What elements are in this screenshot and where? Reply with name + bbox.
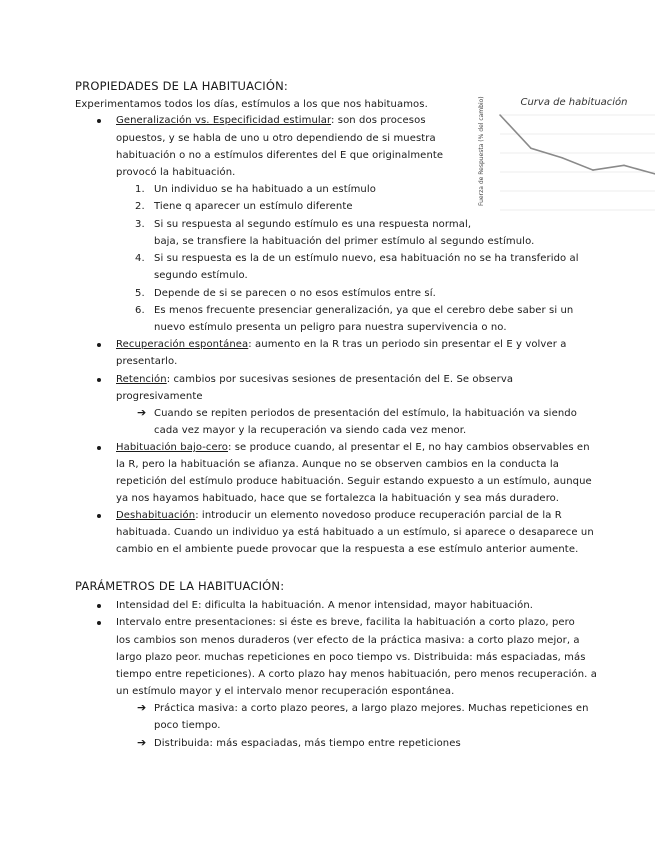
desh-line1: Deshabituación: introducir un elemento novedoso produce recuperación parcial de la R	[116, 510, 562, 521]
num-4-text2: segundo estímulo.	[154, 270, 248, 281]
bullet-dot	[97, 378, 101, 382]
recup-line2: presentarlo.	[116, 356, 178, 367]
recup-term: Recuperación espontánea	[116, 339, 249, 350]
arrow-icon: ➔	[137, 701, 147, 714]
desh-line2: habituada. Cuando un individuo ya está habituado a un estímulo, si aparece o desaparece un	[116, 527, 594, 538]
data-point	[592, 169, 594, 171]
bullet-dot	[97, 119, 101, 123]
section2-title: PARÁMETROS DE LA HABITUACIÓN:	[75, 579, 285, 593]
reten-term: Retención	[116, 374, 167, 385]
num-2: 2.	[135, 201, 145, 212]
bajo-line1: Habituación bajo-cero: se produce cuando, al presentar el E, no hay cambios observables en	[116, 442, 590, 453]
reten-sub-line1: Cuando se repiten periodos de presentación del estímulo, la habituación va siendo	[154, 408, 577, 419]
sub-distribuida: Distribuida: más espaciadas, más tiempo entre repeticiones	[154, 738, 461, 749]
gen-line1: Generalización vs. Especificidad estimular: son dos procesos	[116, 115, 426, 126]
chart-series	[499, 114, 655, 175]
sub-masiva-line1: Práctica masiva: a corto plazo peores, a largo plazo mejores. Muchas repeticiones en	[154, 703, 589, 714]
gen-line4: provocó la habituación.	[116, 167, 236, 178]
data-point	[530, 147, 532, 149]
chart-grid	[500, 115, 655, 210]
bullet-dot	[97, 604, 101, 608]
bajo-line4: ya nos hayamos habituado, hace que se fortalezca la habituación y sea más duradero.	[116, 493, 560, 504]
num-4: 4.	[135, 253, 145, 264]
desh-line3: cambio en el ambiente puede provocar que la respuesta a ese estímulo anterior aumente.	[116, 544, 579, 555]
intro-text: Experimentamos todos los días, estímulos a los que nos habituamos.	[75, 99, 428, 110]
sub-masiva-line2: poco tiempo.	[154, 720, 221, 731]
num-6-text: Es menos frecuente presenciar generalización, ya que el cerebro debe saber si un	[154, 305, 574, 316]
num-3-text: Si su respuesta al segundo estímulo es una respuesta normal,	[154, 219, 472, 230]
param-intervalo-line5: un estímulo mayor y el intervalo menor recuperación espontánea.	[116, 686, 455, 697]
num-5-text: Depende de si se parecen o no esos estímulos entre sí.	[154, 288, 436, 299]
param-intervalo-line4: tiempo entre repeticiones). A corto plazo hay menos habituación, pero menos recuperación. a	[116, 669, 597, 680]
gen-line3: habituación o no a estímulos diferentes del E que originalmente	[116, 150, 444, 161]
bullet-dot	[97, 343, 101, 347]
bajo-term: Habituación bajo-cero	[116, 442, 228, 453]
param-intervalo-line3: largo plazo peor. muchas repeticiones en poco tiempo vs. Distribuida: más espaciadas, más	[116, 652, 586, 663]
bajo-line2: la R, pero la habituación se afianza. Aunque no se observen cambios en la conducta la	[116, 459, 559, 470]
num-1: 1.	[135, 184, 145, 195]
bullet-dot	[97, 514, 101, 518]
bajo-line3: repetición del estímulo produce habituación. Seguir estando expuesto a un estímulo, aunque	[116, 476, 592, 487]
data-point	[623, 165, 625, 167]
recup-line1: Recuperación espontánea: aumento en la R tras un periodo sin presentar el E y volver a	[116, 339, 567, 350]
chart-ylabel: Fuerza de Respuesta (% del cambio)	[478, 96, 485, 206]
reten-line1: Retención: cambios por sucesivas sesiones de presentación del E. Se observa	[116, 374, 514, 385]
data-point	[561, 157, 563, 159]
chart-title: Curva de habituación	[520, 97, 628, 108]
num-3: 3.	[135, 219, 145, 230]
param-intervalo-line1: Intervalo entre presentaciones: si éste es breve, facilita la habituación a corto plazo, pero	[116, 617, 575, 628]
desh-term: Deshabituación	[116, 510, 196, 521]
section1-title: PROPIEDADES DE LA HABITUACIÓN:	[75, 79, 288, 93]
gen-line2: opuestos, y se habla de uno u otro dependiendo de si muestra	[116, 133, 436, 144]
num-5: 5.	[135, 288, 145, 299]
num-2-text: Tiene q aparecer un estímulo diferente	[154, 201, 353, 212]
series-line	[500, 115, 655, 174]
num-6-text2: nuevo estímulo presenta un peligro para nuestra supervivencia o no.	[154, 322, 507, 333]
arrow-icon: ➔	[137, 736, 147, 749]
num-3-text2: baja, se transfiere la habituación del primer estímulo al segundo estímulo.	[154, 236, 535, 247]
bullet-dot	[97, 621, 101, 625]
habituation-chart	[470, 88, 655, 218]
num-4-text: Si su respuesta es la de un estímulo nuevo, esa habituación no se ha transferido al	[154, 253, 579, 264]
arrow-icon: ➔	[137, 406, 147, 419]
data-point	[499, 114, 501, 116]
gen-term: Generalización vs. Especificidad estimular	[116, 115, 332, 126]
num-1-text: Un individuo se ha habituado a un estímulo	[154, 184, 376, 195]
reten-line2: progresivamente	[116, 391, 203, 402]
bullet-dot	[97, 446, 101, 450]
num-6: 6.	[135, 305, 145, 316]
param-intensidad: Intensidad del E: dificulta la habituación. A menor intensidad, mayor habituación.	[116, 600, 534, 611]
param-intervalo-line2: los cambios son menos duraderos (ver efecto de la práctica masiva: a corto plazo mejor, a	[116, 635, 580, 646]
reten-sub-line2: cada vez mayor y la recuperación va siendo cada vez menor.	[154, 425, 467, 436]
